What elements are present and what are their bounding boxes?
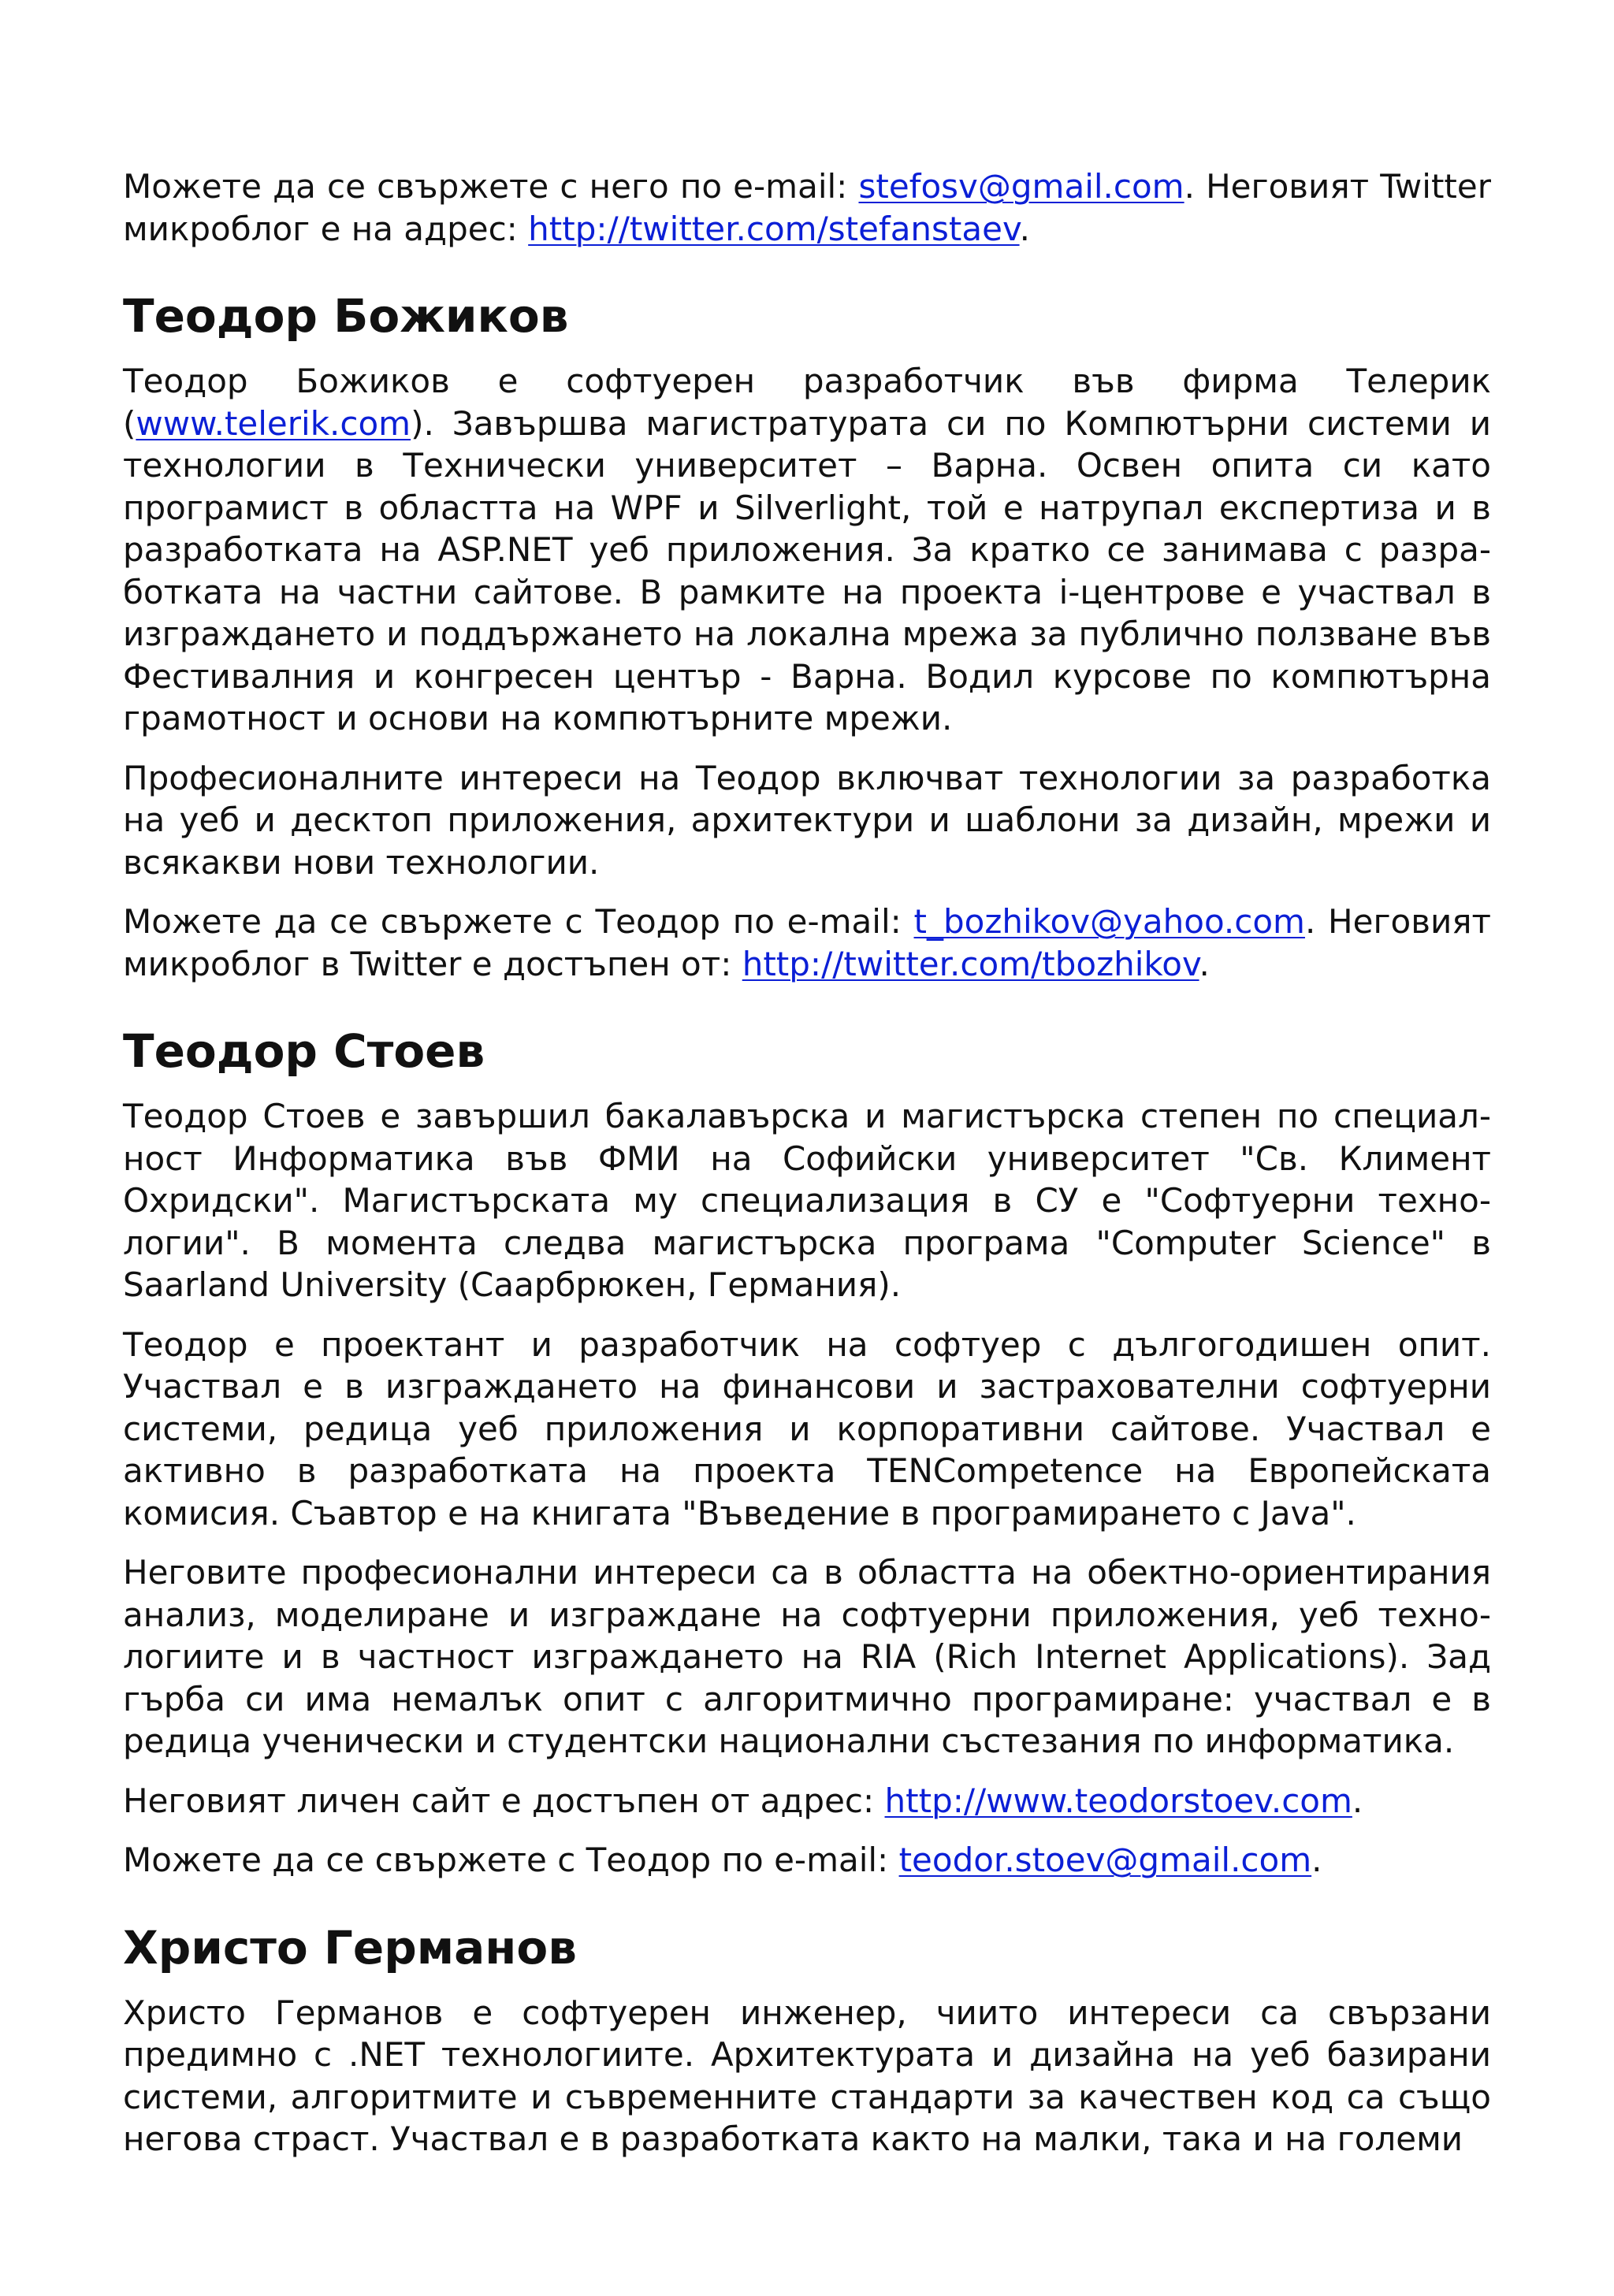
- paragraph-text: .: [1352, 1781, 1363, 1820]
- website-link-teodorstoev[interactable]: http://www.teodorstoev.com: [884, 1781, 1352, 1820]
- bozhikov-paragraph-3: [123, 901, 1491, 985]
- intro-text: . Неговият Twitter микроблог е на адрес:: [123, 167, 1491, 248]
- stoev-paragraph-5: [123, 1839, 1491, 1882]
- section-heading-bozhikov: Теодор Божиков: [123, 289, 569, 343]
- stoev-paragraph-1: Теодор Стоев е завършил бакалавърска и магистърска степен по специалност Информатика във ФМИ на Софийски университет "Св. Климент Охридски". Магистърската му специализация в СУ е "Софтуерни технологии". В момента следва магистърска програма "Computer Science" в Saarland University (Саарбрюкен, Германия).: [123, 1097, 1491, 1304]
- paragraph-text: ). Завършва магистратурата си по Компютърни системи и технологии в Технически университет – Варна. Освен опита си като програмист в областта на WPF и Silverlight, той е натрупал експертиза и в разработката на ASP.NET уеб приложения. За кратко се занимава с разработката на частни сайтове. В рамките на проекта i-центрове е участвал в изграждането и поддържането на локална мрежа за публично ползване във Фестивалния и конгресен център - Варна. Водил курсове по компютърна грамотност и основи на компютърните мрежи.: [123, 403, 1491, 737]
- paragraph-text: Теодор Божиков е софтуерен разработчик във фирма Телерик (: [123, 362, 1491, 443]
- paragraph-text: .: [1199, 944, 1210, 983]
- stoev-paragraph-4: [123, 1780, 1491, 1822]
- paragraph-text: Неговият личен сайт е достъпен от адрес:: [123, 1781, 885, 1820]
- paragraph-text: . Неговият микроблог в Twitter е достъпен от:: [123, 902, 1492, 983]
- intro-text: Можете да се свържете с него по e-mail:: [123, 167, 859, 206]
- section-heading-germanov: Христо Германов: [123, 1920, 577, 1975]
- intro-paragraph: [123, 165, 1491, 250]
- germanov-paragraph-1: Христо Германов е софтуерен инженер, чиито интереси са свързани предимно с .NET технологиите. Архитектурата и дизайна на уеб базирани системи, алгоритмите и съвременните стандарти за качествен код са също негова страст. Участвал е в разработката както на малки, така и на големи: [123, 1993, 1491, 2158]
- telerik-link[interactable]: www.telerik.com: [136, 403, 411, 443]
- section-heading-stoev: Теодор Стоев: [123, 1024, 485, 1078]
- document-page: [123, 165, 1491, 2178]
- bozhikov-paragraph-1: [123, 360, 1491, 740]
- twitter-link-stefanstaev[interactable]: http://twitter.com/stefanstaev: [528, 209, 1020, 248]
- stoev-paragraph-3: Неговите професионални интереси са в областта на обектно-ориентирания анализ, моделиране и изграждане на софтуерни приложения, уеб технологиите и в частност изграждането на RIA (Rich Internet Applications). Зад гърба си има немалък опит с алгоритмично програмиране: участвал е в редица ученически и студентски национални състезания по информатика.: [123, 1553, 1491, 1760]
- email-link-teodor-stoev[interactable]: teodor.stoev@gmail.com: [898, 1841, 1312, 1879]
- paragraph-text: .: [1311, 1841, 1322, 1879]
- stoev-paragraph-2: Теодор е проектант и разработчик на софтуер с дългогодишен опит. Участвал е в изграждането на финансови и застрахователни софтуерни системи, редица уеб приложения и корпоративни сайтове. Участвал е активно в разработката на проекта TENCompetence на Европейската комисия. Съавтор е на книгата "Въведение в програмирането с Java".: [123, 1324, 1491, 1533]
- intro-text: .: [1019, 209, 1030, 248]
- twitter-link-tbozhikov[interactable]: http://twitter.com/tbozhikov: [742, 944, 1199, 983]
- bozhikov-paragraph-2: Професионалните интереси на Теодор включват технологии за разработка на уеб и десктоп приложения, архитектури и шаблони за дизайн, мрежи и всякакви нови технологии.: [123, 758, 1491, 882]
- email-link-stefosv[interactable]: stefosv@gmail.com: [858, 167, 1184, 206]
- email-link-tbozhikov[interactable]: t_bozhikov@yahoo.com: [913, 902, 1305, 941]
- paragraph-text: Можете да се свържете с Теодор по e-mail:: [123, 902, 914, 941]
- paragraph-text: Можете да се свържете с Теодор по e-mail:: [123, 1841, 899, 1879]
